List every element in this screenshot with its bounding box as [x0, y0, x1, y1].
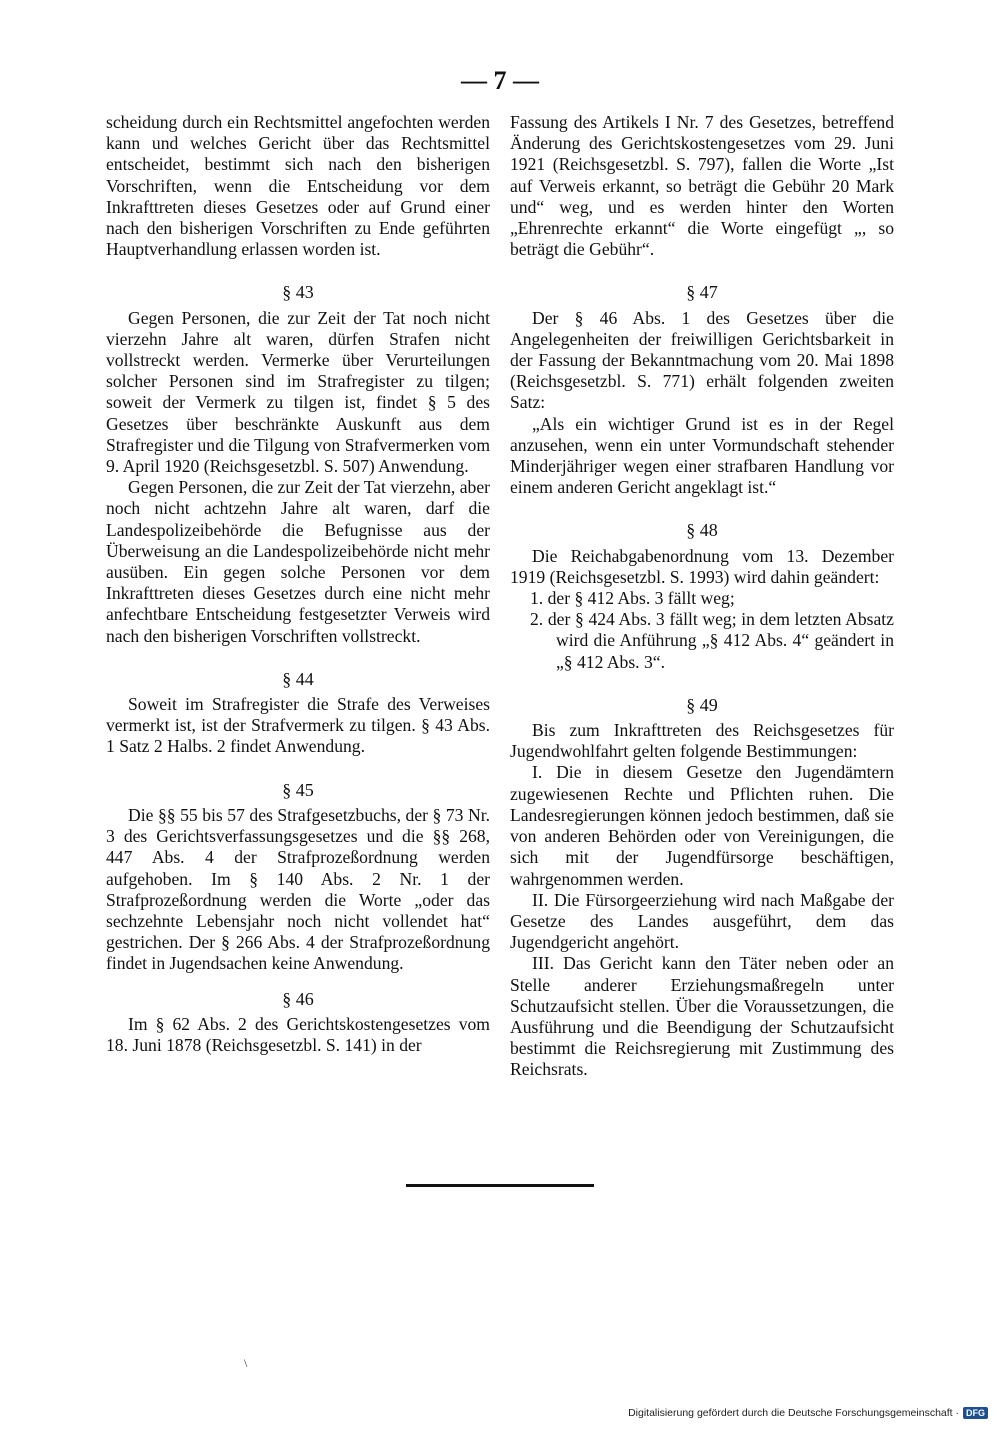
dfg-logo-icon: DFG	[963, 1407, 988, 1419]
continued-paragraph-right: Fassung des Artikels I Nr. 7 des Gesetzes, betreffend Änderung des Gerichtskostengesetzes vom 29. Juni 1921 (Reichsgesetzbl. S. 797), fallen die Worte „Ist auf Verweis erkannt, so beträgt die Gebühr 20 Mark und“ weg, und es werden hinter den Worten „Ehrenrechte erkannt“ die Worte eingefügt „, so beträgt die Gebühr“.	[510, 112, 894, 260]
section-48-item-2: 2. der § 424 Abs. 3 fällt weg; in dem letzten Absatz wird die Anführung „§ 412 Abs. 4“ geändert in „§ 412 Abs. 3“.	[530, 609, 894, 672]
scan-mark: \	[244, 1356, 248, 1370]
page-number: — 7 —	[461, 66, 539, 95]
section-43-paragraph-2: Gegen Personen, die zur Zeit der Tat vierzehn, aber noch nicht achtzehn Jahre alt waren, darf die Landespolizeibehörde die Befugnisse aus der Überweisung an die Landespolizeibehörde nicht mehr ausüben. Ein gegen solche Personen vor dem Inkrafttreten dieses Gesetzes durch eine nicht mehr anfechtbare Entscheidung festgesetzter Verweis wird nach den bisherigen Vorschriften vollstreckt.	[106, 477, 490, 646]
section-heading-43: § 43	[282, 282, 314, 303]
section-43-paragraph-1: Gegen Personen, die zur Zeit der Tat noch nicht vierzehn Jahre alt waren, dürfen Strafen nicht vollstreckt werden. Vermerke über Verurteilungen solcher Personen sind im Strafregister zu tilgen; soweit der Vermerk zu tilgen ist, findet § 5 des Gesetzes über beschränkte Auskunft aus dem Strafregister und die Tilgung von Strafvermerken vom 9. April 1920 (Reichsgesetzbl. S. 507) Anwendung.	[106, 307, 490, 477]
section-48-item-1: 1. der § 412 Abs. 3 fällt weg;	[530, 588, 735, 609]
left-column	[106, 112, 490, 1056]
section-47-paragraph-1: Der § 46 Abs. 1 des Gesetzes über die Angelegenheiten der freiwilligen Gerichtsbarkeit in der Fassung der Bekanntmachung vom 20. Mai 1898 (Reichsgesetzbl. S. 771) erhält folgenden zweiten Satz:	[510, 307, 894, 413]
right-column	[510, 112, 894, 1081]
section-49-item-II: II. Die Fürsorgeerziehung wird nach Maßgabe der Gesetze des Landes ausgeführt, dem das Jugendgericht angehört.	[510, 889, 894, 953]
section-49-item-I: I. Die in diesem Gesetze den Jugendämtern zugewiesenen Rechte und Pflichten ruhen. Die Landesregierungen können jedoch bestimmen, daß sie von anderen Behörden oder von Vereinigungen, die sich mit der Jugendfürsorge beschäftigen, wahrgenommen werden.	[510, 762, 894, 889]
section-49-paragraph: Bis zum Inkrafttreten des Reichsgesetzes für Jugendwohlfahrt gelten folgende Bestimmungen:	[510, 720, 894, 762]
footer-text: Digitalisierung gefördert durch die Deutsche Forschungsgemeinschaft ·	[628, 1407, 959, 1419]
section-44-paragraph: Soweit im Strafregister die Strafe des Verweises vermerkt ist, ist der Strafvermerk zu tilgen. § 43 Abs. 1 Satz 2 Halbs. 2 findet Anwendung.	[106, 694, 490, 757]
continued-paragraph: scheidung durch ein Rechtsmittel angefochten werden kann und welches Gericht über das Rechtsmittel entscheidet, bestimmt sich nach den bisherigen Vorschriften, wenn die Entscheidung vor dem Inkrafttreten dieses Gesetzes oder auf Grund einer nach den bisherigen Vorschriften zu Ende geführten Hauptverhandlung erlassen worden ist.	[106, 112, 490, 260]
closing-rule	[406, 1184, 594, 1187]
section-heading-47: § 47	[686, 282, 718, 303]
section-47-quote: „Als ein wichtiger Grund ist es in der Regel anzusehen, wenn ein unter Vormundschaft stehender Minderjähriger wegen einer strafbaren Handlung vor einem anderen Gericht angeklagt ist.“	[510, 413, 894, 498]
section-heading-44: § 44	[282, 668, 314, 689]
section-heading-45: § 45	[282, 779, 314, 800]
footer-credit	[628, 1407, 988, 1419]
section-45-paragraph: Die §§ 55 bis 57 des Strafgesetzbuchs, der § 73 Nr. 3 des Gerichtsverfassungsgesetzes und die §§ 268, 447 Abs. 4 der Strafprozeßordnung werden aufgehoben. Im § 140 Abs. 2 Nr. 1 der Strafprozeßordnung werden die Worte „oder das sechzehnte Lebensjahr noch nicht vollendet hat“ gestrichen. Der § 266 Abs. 4 der Strafprozeßordnung findet in Jugendsachen keine Anwendung.	[106, 804, 490, 974]
section-heading-48: § 48	[686, 520, 718, 541]
section-46-paragraph: Im § 62 Abs. 2 des Gerichtskostengesetzes vom 18. Juni 1878 (Reichsgesetzbl. S. 141) in der	[106, 1013, 490, 1055]
section-heading-46: § 46	[282, 988, 314, 1009]
section-49-item-III: III. Das Gericht kann den Täter neben oder an Stelle anderer Erziehungsmaßregeln unter Schutzaufsicht stellen. Über die Voraussetzungen, die Ausführung und die Beendigung der Schutzaufsicht bestimmt die Reichsregierung mit Zustimmung des Reichsrats.	[510, 953, 894, 1080]
section-heading-49: § 49	[686, 694, 718, 715]
section-48-paragraph: Die Reichabgabenordnung vom 13. Dezember 1919 (Reichsgesetzbl. S. 1993) wird dahin geändert:	[510, 545, 894, 587]
